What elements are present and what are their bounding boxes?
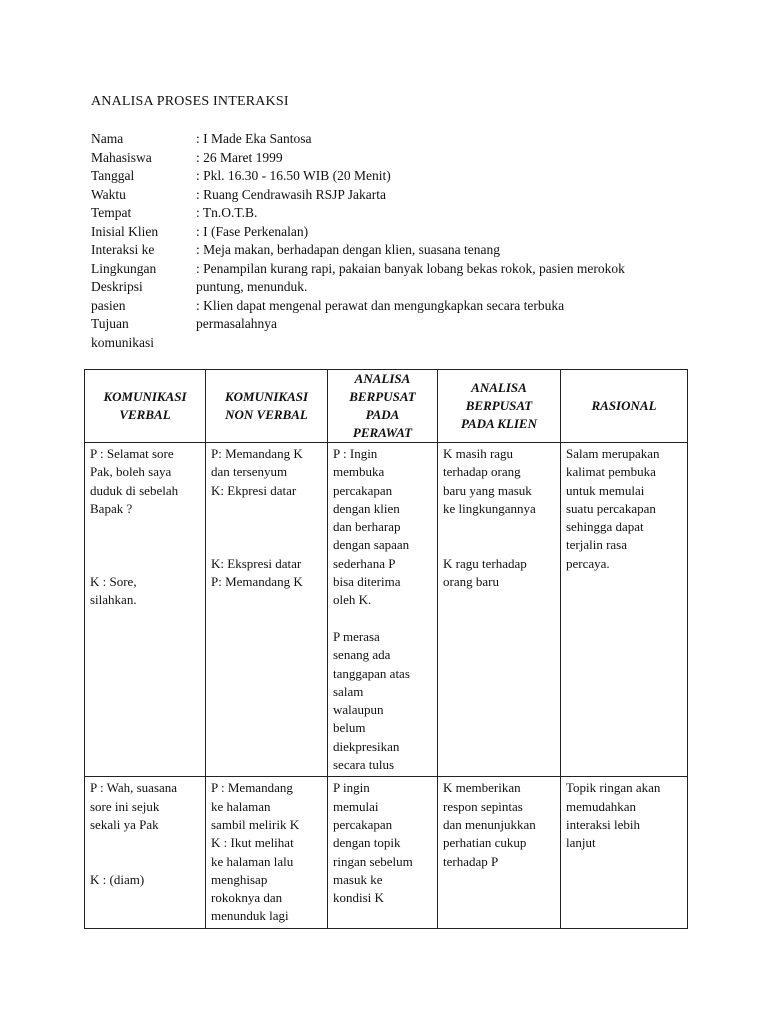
label-lingkungan: Lingkungan <box>91 260 157 276</box>
label-komunikasi: komunikasi <box>91 334 154 350</box>
value-deskripsi: : Klien dapat mengenal perawat dan mengungkapkan secara terbuka <box>196 297 565 313</box>
label-tempat: Tempat <box>91 205 132 220</box>
header-rasional: RASIONAL <box>561 370 688 443</box>
label-pasien: pasien <box>91 297 126 313</box>
cell-nonverbal: P : Memandang ke halaman sambil melirik K K : Ikut melihat ke halaman lalu menghisap rokoknya dan menunduk lagi <box>206 777 328 928</box>
value-interaksi-ke: : Meja makan, berhadapan dengan klien, suasana tenang <box>196 242 501 257</box>
info-labels <box>91 130 201 352</box>
cell-analisa-klien: K masih ragu terhadap orang baru yang masuk ke lingkungannya K ragu terhadap orang baru <box>438 443 561 777</box>
cell-nonverbal: P: Memandang K dan tersenyum K: Ekpresi datar K: Ekspresi datar P: Memandang K <box>206 443 328 777</box>
value-waktu: : Ruang Cendrawasih RSJP Jakarta <box>196 186 386 202</box>
value-nama: : I Made Eka Santosa <box>196 131 312 146</box>
value-lingkungan-cont: puntung, menunduk. <box>196 279 308 294</box>
table-header-row <box>85 370 688 443</box>
header-komunikasi-non-verbal: KOMUNIKASI NON VERBAL <box>206 370 328 443</box>
header-komunikasi-verbal: KOMUNIKASI VERBAL <box>85 370 206 443</box>
value-tempat: : Tn.O.T.B. <box>196 205 258 220</box>
header-analisa-perawat: ANALISA BERPUSAT PADA PERAWAT <box>328 370 438 443</box>
value-deskripsi-cont: permasalahnya <box>196 316 277 331</box>
cell-rasional: Salam merupakan kalimat pembuka untuk memulai suatu percakapan sehingga dapat terjalin rasa percaya. <box>561 443 688 777</box>
label-deskripsi: Deskripsi <box>91 279 143 294</box>
value-inisial-klien: : I (Fase Perkenalan) <box>196 223 309 239</box>
cell-verbal: P : Selamat sore Pak, boleh saya duduk di sebelah Bapak ? K : Sore, silahkan. <box>85 443 206 777</box>
label-waktu: Waktu <box>91 186 126 202</box>
label-nama: Nama <box>91 131 124 146</box>
value-mahasiswa: : 26 Maret 1999 <box>196 149 283 165</box>
value-lingkungan: : Penampilan kurang rapi, pakaian banyak lobang bekas rokok, pasien merokok <box>196 260 625 276</box>
table-row <box>85 777 688 928</box>
interaction-table <box>84 369 688 929</box>
info-values <box>196 130 686 334</box>
cell-verbal: P : Wah, suasana sore ini sejuk sekali ya Pak K : (diam) <box>85 777 206 928</box>
label-mahasiswa: Mahasiswa <box>91 149 152 165</box>
label-tanggal: Tanggal <box>91 168 135 183</box>
value-tanggal: : Pkl. 16.30 - 16.50 WIB (20 Menit) <box>196 168 391 183</box>
label-interaksi-ke: Interaksi ke <box>91 242 155 257</box>
cell-analisa-perawat: P ingin memulai percakapan dengan topik ringan sebelum masuk ke kondisi K <box>328 777 438 928</box>
label-tujuan: Tujuan <box>91 316 129 331</box>
table-row <box>85 443 688 777</box>
cell-analisa-perawat: P : Ingin membuka percakapan dengan klien dan berharap dengan sapaan sederhana P bisa diterima oleh K. P merasa senang ada tanggapan atas salam walaupun belum diekpresikan secara tulus <box>328 443 438 777</box>
label-inisial-klien: Inisial Klien <box>91 223 159 239</box>
document-title: ANALISA PROSES INTERAKSI <box>91 94 289 109</box>
header-analisa-klien: ANALISA BERPUSAT PADA KLIEN <box>438 370 561 443</box>
cell-rasional: Topik ringan akan memudahkan interaksi lebih lanjut <box>561 777 688 928</box>
cell-analisa-klien: K memberikan respon sepintas dan menunjukkan perhatian cukup terhadap P <box>438 777 561 928</box>
